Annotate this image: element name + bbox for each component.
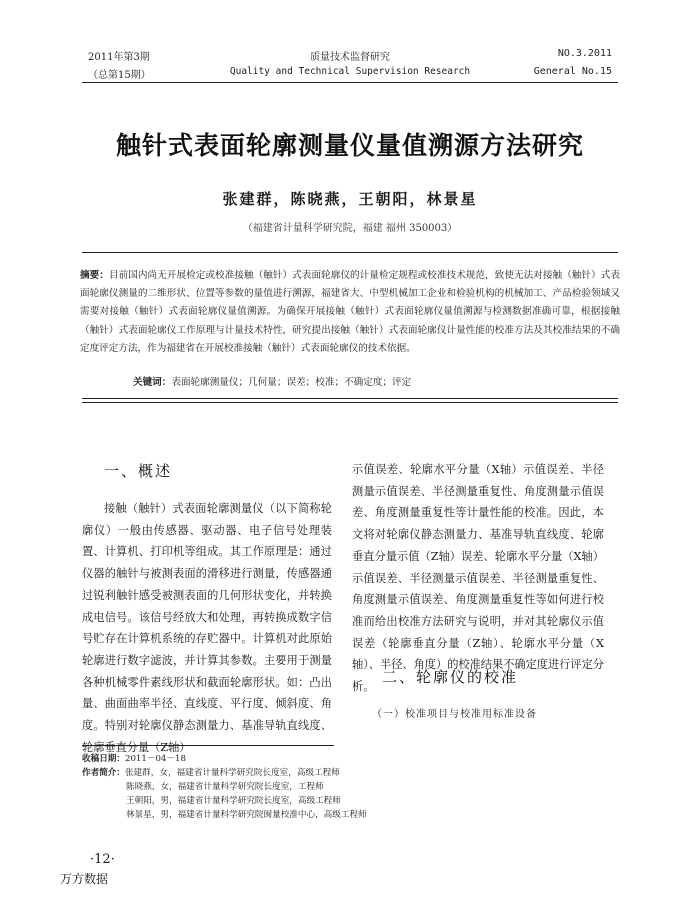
keywords (133, 374, 411, 388)
received-value: 2011－04－18 (124, 754, 186, 764)
journal-issue: 2011年第3期 (88, 52, 150, 63)
page-number: ·12· (90, 852, 115, 867)
received-date (82, 752, 622, 766)
abstract-top-rule (82, 252, 618, 253)
journal-number: NO.3.2011 (557, 48, 612, 59)
abstract-bottom-rule-2 (82, 402, 618, 403)
abstract-bottom-rule (82, 398, 618, 399)
author-bio-1: 张建群，女，福建省计量科学研究院长度室，高级工程师 (124, 768, 340, 778)
abstract (80, 267, 620, 358)
journal-total-issue: （总第15期） (88, 70, 151, 81)
author-bio (82, 766, 622, 780)
author-bio-4: 林景星，男，福建省计量科学研究院闽量校准中心，高级工程师 (126, 810, 367, 820)
right-column-text: 示值误差、轮廓水平分量（X轴）示值误差、半径测量示值误差、半径测量重复性、角度测量示值误差、角度测量重复性等计量性能的校准。因此，本文将对轮廓仪静态测量力、基准导轨直线度、轮廓垂直分量示值（Z轴）误差、轮廓水平分量（X轴）示值误差、半径测量示值误差、半径测量重复性、角度测量示值误差、角度测量重复性等如何进行校准而给出校准方法研究与说明，并对其轮廓仪示值误差（轮廓垂直分量（Z轴）、轮廓水平分量（X轴）、半径、角度）的校准结果不确定度进行评定分析。 (352, 463, 604, 694)
affiliation: （福建省计量科学研究院，福建 福州 350003） (242, 223, 458, 234)
header-rule (82, 82, 618, 83)
author-bio-2: 陈晓燕，女，福建省计量科学研究院长度室，工程师 (126, 782, 324, 792)
page-title: 触针式表面轮廓测量仪量值溯源方法研究 (115, 131, 584, 160)
keywords-text: 表面轮廓测量仪；几何量；误差；校准；不确定度；评定 (171, 377, 412, 388)
author-list: 张建群，陈晓燕，王朝阳，林景星 (222, 190, 478, 208)
received-label: 收稿日期： (82, 754, 125, 764)
abstract-label: 摘要： (80, 270, 109, 281)
journal-name-en: Quality and Technical Supervision Research (229, 66, 471, 77)
journal-general-number: General No.15 (533, 66, 612, 77)
keywords-label: 关键词： (133, 377, 172, 388)
section-2-heading: 二、轮廓仪的校准 (382, 668, 519, 686)
left-column-text: 接触（触针）式表面轮廓测量仪（以下简称轮廓仪）一般由传感器、驱动器、电子信号处理装置、计算机、打印机等组成。其工作原理是：通过仪器的触针与被测表面的滑移进行测量，传感器通过锐利触针感受被测表面的几何形状变化，并转换成电信号。该信号经放大和处理，再转换成数字信号贮存在计算机系统的存贮器中。计算机对此原始轮廓进行数字滤波，并计算其参数。主要用于测量各种机械零件素线形状和截面轮廓形状。如：凸出量、曲面曲率半径、直线度、平行度、倾斜度、角度。特别对轮廓仪静态测量力、基准导轨直线度、轮廓垂直分量（Z轴） (82, 502, 332, 754)
footnote-rule (82, 745, 334, 746)
subsection-heading: （一）校准项目与校准用标准设备 (372, 709, 537, 720)
footnote (82, 752, 622, 822)
abstract-text: 目前国内尚无开展检定或校准接触（触针）式表面轮廓仪的计量检定规程或校准技术规范，致使无法对接触（触针）式表面轮廓仪测量的二维形状、位置等参数的量值进行溯源，福建省大、中型机械加工企业和检验机构的机械加工、产品检验领域又需要对接触（触针）式表面轮廓仪量值溯源。为确保开展接触（触针）式表面轮廓仪量值溯源与检测数据准确可靠，根据接触（触针）式表面轮廓仪工作原理与计量技术特性，研究提出接触（触针）式表面轮廓仪计量性能的校准方法及其校准结果的不确定度评定方法，作为福建省在开展校准接触（触针）式表面轮廓仪的技术依据。 (80, 270, 621, 354)
author-bio-3: 王朝阳，男，福建省计量科学研究院长度室，高级工程师 (126, 796, 341, 806)
section-1-heading: 一、概述 (104, 462, 173, 480)
watermark: 万方数据 (60, 872, 109, 886)
author-bio-label: 作者简介： (82, 768, 125, 778)
journal-name: 质量技术监督研究 (310, 52, 390, 63)
